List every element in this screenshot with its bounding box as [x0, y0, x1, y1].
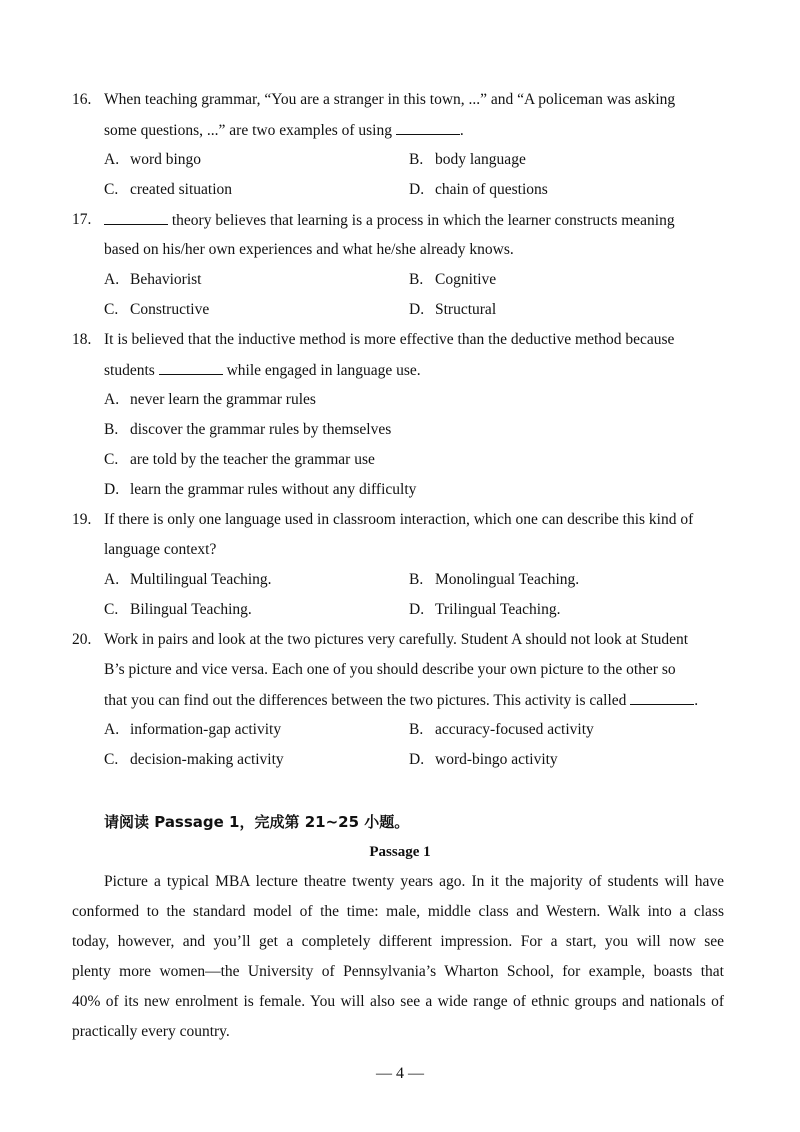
question-19-option-a [104, 570, 272, 590]
option-text: never learn the grammar rules [130, 391, 316, 408]
option-text: created situation [130, 181, 232, 198]
option-letter: A. [104, 151, 120, 168]
option-text: Trilingual Teaching. [435, 601, 561, 618]
passage-line: Picture a typical MBA lecture theatre twenty years ago. In it the majority of students will have [104, 873, 724, 890]
question-16-number: 16. [72, 91, 92, 108]
passage-line: today, however, and you’ll get a completely different impression. For a start, you will now see [72, 933, 724, 950]
option-letter: D. [409, 181, 425, 198]
option-text: body language [435, 151, 526, 168]
question-19-stem-line1: If there is only one language used in classroom interaction, which one can describe this kind of [104, 511, 694, 528]
option-text: word-bingo activity [435, 751, 558, 768]
question-20-stem-line1: Work in pairs and look at the two pictures very carefully. Student A should not look at Student [104, 631, 689, 648]
question-17-number: 17. [72, 211, 92, 228]
question-17-stem-text: theory believes that learning is a process in which the learner constructs meaning [171, 212, 675, 229]
option-text: chain of questions [435, 181, 548, 198]
option-text: word bingo [130, 151, 202, 168]
option-letter: C. [104, 451, 119, 468]
question-16-option-d [409, 180, 548, 200]
question-19-stem-line2: language context? [104, 541, 217, 558]
answer-blank [104, 210, 168, 225]
option-letter: B. [409, 721, 424, 738]
question-19-option-c [104, 600, 252, 620]
passage-line: practically every country. [72, 1023, 230, 1040]
option-letter: C. [104, 751, 119, 768]
option-letter: D. [104, 481, 120, 498]
option-letter: A. [104, 391, 120, 408]
option-letter: A. [104, 571, 120, 588]
question-18-stem-line2 [104, 360, 421, 381]
question-20-stem-line3 [104, 690, 698, 711]
reading-instruction: 请阅读 Passage 1，完成第 21~25 小题。 [104, 813, 410, 831]
passage-line: 40% of its new enrolment is female. You will also see a wide range of ethnic groups and nationals of [72, 993, 724, 1010]
answer-blank [159, 360, 223, 375]
option-text: decision-making activity [130, 751, 284, 768]
question-16-option-b [409, 150, 526, 170]
option-text: accuracy-focused activity [435, 721, 594, 738]
option-letter: B. [104, 421, 119, 438]
question-16-stem-text: some questions, ...” are two examples of using [104, 122, 392, 139]
question-17-option-b [409, 270, 496, 290]
question-18-stem-text: students [104, 362, 155, 379]
option-text: information-gap activity [130, 721, 282, 738]
question-16-stem-end: . [459, 122, 464, 139]
answer-blank [630, 690, 694, 705]
question-19-number: 19. [72, 511, 92, 528]
question-18-option-d [104, 480, 416, 500]
question-18-option-a [104, 390, 316, 410]
option-letter: D. [409, 301, 425, 318]
question-20-option-b [409, 720, 594, 740]
option-letter: B. [409, 571, 424, 588]
option-letter: A. [104, 271, 120, 288]
option-letter: B. [409, 151, 424, 168]
question-18-stem-end: while engaged in language use. [226, 362, 421, 379]
option-letter: A. [104, 721, 120, 738]
option-letter: D. [409, 601, 425, 618]
question-20-option-a [104, 720, 281, 740]
question-16-stem-line2 [104, 120, 464, 141]
question-17-option-d [409, 300, 496, 320]
question-17-option-c [104, 300, 209, 320]
passage-line: plenty more women—the University of Pennsylvania’s Wharton School, for example, boasts that [72, 963, 724, 980]
option-letter: D. [409, 751, 425, 768]
question-18-option-b [104, 420, 391, 440]
question-20-option-d [409, 750, 558, 770]
option-text: Behaviorist [130, 271, 202, 288]
option-letter: C. [104, 601, 119, 618]
passage-title: Passage 1 [369, 844, 431, 860]
option-text: learn the grammar rules without any difficulty [130, 481, 417, 498]
question-20-stem-end: . [694, 692, 699, 709]
question-20-option-c [104, 750, 284, 770]
question-18-number: 18. [72, 331, 92, 348]
question-16-option-c [104, 180, 232, 200]
question-20-stem-line2: B’s picture and vice versa. Each one of you should describe your own picture to the other so [104, 661, 676, 678]
question-16-option-a [104, 150, 201, 170]
option-text: discover the grammar rules by themselves [130, 421, 392, 438]
question-17-stem-line2: based on his/her own experiences and what he/she already knows. [104, 241, 514, 258]
option-text: Multilingual Teaching. [130, 571, 272, 588]
option-text: Monolingual Teaching. [435, 571, 580, 588]
question-17-stem-line1 [104, 210, 675, 231]
page-number: — 4 — [376, 1065, 424, 1082]
question-18-stem-line1: It is believed that the inductive method is more effective than the deductive method because [104, 331, 675, 348]
question-20-number: 20. [72, 631, 92, 648]
question-16-stem-line1: When teaching grammar, “You are a stranger in this town, ...” and “A policeman was asking [104, 91, 676, 108]
option-text: Cognitive [435, 271, 497, 288]
option-text: Structural [435, 301, 497, 318]
question-19-option-b [409, 570, 579, 590]
question-17-option-a [104, 270, 201, 290]
option-letter: C. [104, 301, 119, 318]
question-19-option-d [409, 600, 561, 620]
question-18-option-c [104, 450, 375, 470]
option-letter: C. [104, 181, 119, 198]
option-text: Constructive [130, 301, 210, 318]
option-text: Bilingual Teaching. [130, 601, 252, 618]
passage-line: conformed to the standard model of the time: male, middle class and Western. Walk into a class [72, 903, 724, 920]
answer-blank [396, 120, 460, 135]
option-letter: B. [409, 271, 424, 288]
option-text: are told by the teacher the grammar use [130, 451, 375, 468]
question-20-stem-text: that you can find out the differences between the two pictures. This activity is called [104, 692, 627, 709]
